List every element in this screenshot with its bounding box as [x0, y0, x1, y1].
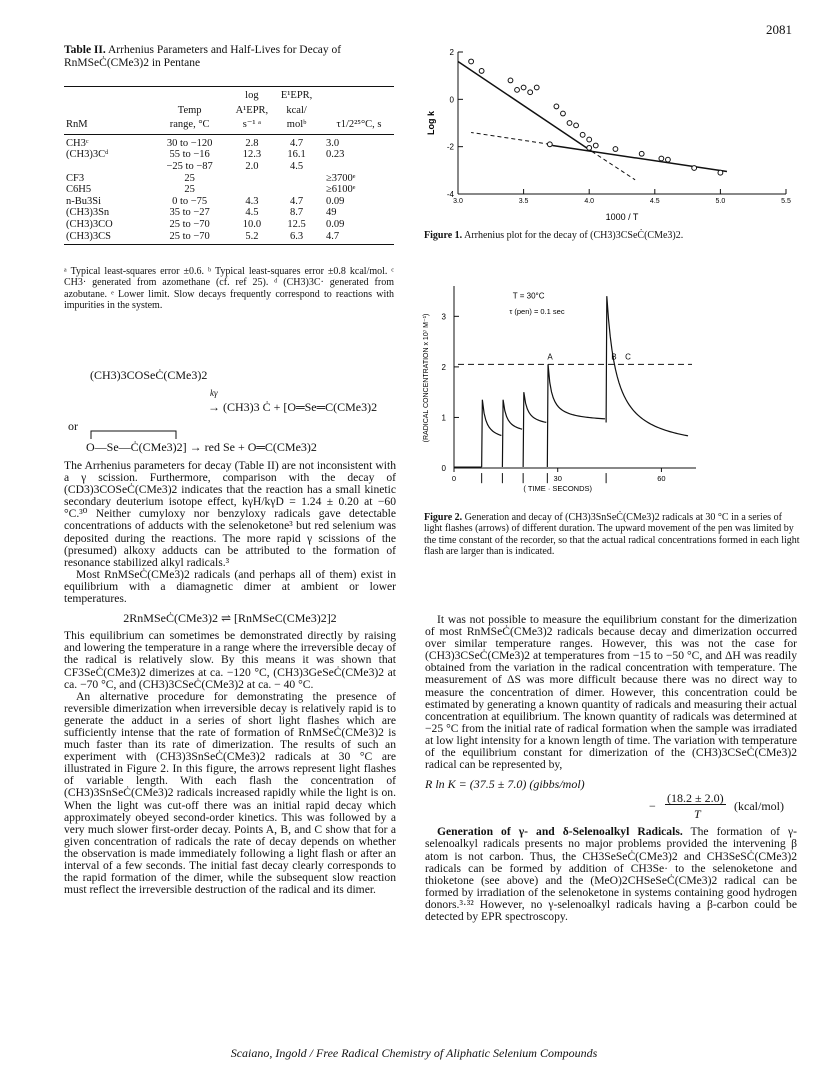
eq-numerator: (18.2 ± 2.0) [667, 791, 724, 806]
table-row [64, 219, 394, 231]
table-cell-rm: (CH3)3CS [64, 231, 151, 245]
table-row [64, 196, 394, 208]
table-cell-rm: (CH3)3CO [66, 218, 113, 230]
header-mol: molᵇ [275, 119, 318, 134]
paragraph-flash-experiment: An alternative procedure for demonstrating the presence of reversible dimerization when irreversible decay is relatively rapid is to generate the adduct in a series of short light flashes which are sufficiently intense that the rate of formation of RnMSeĊ(CMe3)2 is much faster than its rate of dimerization. The results of such an experiment with (CH3)3SnSeĊ(CMe3)2 radicals at 30 °C are illustrated in Figure 2. In this figure, the arrows represent light flashes of variable length. With each flash the concentration of (CH3)3SnSeĊ(CMe3)2 radicals increased rapidly while the light is on. When the light was cut-off there was an initial rapid decay which approximately obeyed second-order kinetics. This was followed by a very much slower first-order decay. Points A, B, and C show that for a given concentration of radicals the rate of decay depends on whether the observation is made immediately following a light flash or after an interval of a few seconds. The initial fast decay clearly corresponds to the rapid formation of the dimer, while the subsequent slow reaction must reflect the irreversible destruction of the radical and its dimer. [64, 689, 396, 897]
table-row [64, 134, 394, 149]
x-tick-label: 3.0 [453, 198, 463, 205]
x-tick-label: 0 [451, 474, 457, 483]
data-point [659, 156, 664, 161]
y-axis-label: Log k [426, 111, 436, 135]
paragraph-equilibrium-constant: It was not possible to measure the equilibrium constant for the dimerization of most RnMSeĊ(CMe3)2 radicals because decay and dimerization occurred over similar temperature ranges. However, this was not the case for (CH3)3CSeĊ(CMe3)2 at temperatures from −15 to −50 °C, and ΔH was readily obtained from the variation in the radical concentration with temperature. The measurement of ΔS was more difficult because there was no direct way to measure the concentration of dimer. However, this concentration could be estimated by generating a known quantity of radicals and measuring their actual concentration at equilibrium. The known quantity of radicals was determined at −25 °C from the initial rate of radical formation when the sample was irradiated at low light intensity for a known length of time. The variation with temperature of the equilibrium constant for dimerization of the (CH3)3CSeĊ(CMe3)2 radical can be represented by, [425, 613, 797, 772]
paragraph-temperature: This equilibrium can sometimes be demonstrated directly by raising and lowering the temperature in a range where the irreversible decay of the radical is relatively slow. By this means it was shown that CF3SeĊ(CMe3)2 dimerizes at ca. −120 °C, (CH3)3GeSeĊ(CMe3)2 at ca. −70 °C, and (CH3)3CSeĊ(CMe3)2 at ca. − 40 °C. [64, 629, 396, 691]
table-cell-tau: ≥3700ᵉ [326, 172, 356, 184]
table-cell-tau: 0.23 [326, 149, 345, 161]
y-tick-label: 2 [449, 48, 454, 57]
data-point [587, 137, 592, 142]
x-tick-label: 4.5 [649, 198, 660, 205]
data-point [580, 132, 585, 137]
y-axis-label: (RADICAL CONCENTRATION x 10⁷ M⁻¹) [423, 313, 430, 443]
table-cell-rm: CF3 [66, 172, 85, 184]
table-caption-text-2: RnMSeĊ(CMe3)2 in Pentane [64, 57, 201, 69]
temperature-label: T = 30°C [512, 291, 545, 301]
equation-rlnk: R ln K = (37.5 ± 7.0) (gibbs/mol) [425, 777, 585, 792]
table-cell-e [275, 173, 318, 185]
x-tick-label: 4.0 [584, 198, 595, 205]
table-row [64, 184, 394, 196]
data-point [574, 123, 579, 128]
flash-trace-2 [502, 400, 522, 467]
x-tick-label: 30 [553, 474, 562, 483]
table-cell-tau: 0.09 [326, 195, 345, 207]
equation-enthalpy: − (18.2 ± 2.0) T (kcal/mol) [649, 791, 784, 822]
table-cell-tau: 0.09 [326, 218, 345, 230]
figure-2-label: Figure 2. [424, 512, 463, 523]
extrapolation-high [592, 151, 635, 179]
scheme-arrow-label: kγ [210, 388, 218, 398]
data-point [521, 85, 526, 90]
fit-line-low-t [552, 145, 726, 171]
y-tick-label: 0 [449, 95, 454, 105]
table-cell-rm: (CH3)3Cᵈ [66, 149, 109, 161]
scheme-product: → (CH3)3 Ċ + [O═Se═C(CMe3)2 [208, 400, 378, 414]
table-cell-rm: C6H5 [66, 184, 92, 196]
x-axis-label: ( TIME · SECONDS) [523, 484, 593, 493]
table-cell-range: 30 to −120 [166, 137, 213, 149]
table-caption [64, 44, 394, 70]
data-point [508, 78, 513, 83]
eq-denominator: T [694, 807, 701, 822]
data-point [587, 145, 592, 150]
table-cell-range: −25 to −87 [166, 160, 213, 172]
data-point [593, 143, 598, 148]
table-cell-range: 25 to −70 [169, 218, 210, 230]
table-row [64, 207, 394, 219]
section-heading-selenoalkyl: Generation of γ- and δ-Selenoalkyl Radicals. [437, 825, 683, 839]
figure-2-caption [424, 512, 800, 558]
table-cell-range: 25 [184, 172, 195, 184]
table-cell-e: 4.7 [290, 195, 304, 207]
header-tau: τ1/2²⁵°C, s [318, 119, 394, 134]
table-cell-logA [229, 184, 276, 196]
eq-unit: (kcal/mol) [734, 799, 784, 814]
y-tick-label: 2 [441, 362, 446, 372]
table-cell-logA: 5.2 [229, 231, 276, 245]
paragraph-selenoalkyl: The formation of γ-selenoalkyl radicals presents no major problems provided the intervening β atom is not carbon. Thus, the CH3SeSeĊ(CMe3)2 and CH3SeSĊ(CMe3)2 radicals can be formed by addition of CH3Se· to the selenoketone and thioketone (see above) and the (MeO)2CHSeSeĊ(CMe3)2 radical can be formed by irradiation of the selenoketone in systems containing good hydrogen donors.³·³² However, no γ-selenoalkyl radicals having a β-carbon could be detected by EPR spectroscopy. [425, 825, 797, 923]
table-cell-e: 12.5 [287, 218, 306, 230]
table-caption-label: Table II. [64, 44, 106, 56]
table-footnotes: ᵃ Typical least-squares error ±0.6. ᵇ Typical least-squares error ±0.8 kcal/mol. ᶜ CH3· generated from azomethane (cf. ref 25). ᵈ (CH3)3C· generated from azobutane. ᵉ Lower limit. Slow decays frequently correspond to reactions with impurities in the system. [64, 266, 394, 312]
figure-1-caption [424, 230, 800, 241]
table-row [64, 231, 394, 245]
right-column-text [425, 614, 797, 923]
table-cell-tau: 3.0 [326, 137, 340, 149]
figure-2-flash-decay-plot [414, 282, 704, 508]
table-cell-range: 25 [184, 184, 195, 196]
table-cell-tau: 4.7 [318, 231, 394, 245]
arrhenius-table [64, 86, 394, 245]
extrapolation-low [471, 132, 550, 144]
fit-line-high-t [458, 61, 592, 151]
y-tick-label: -2 [446, 142, 454, 152]
scheme-alt: O—Se—Ċ(CMe3)2] → red Se + O═C(CMe3)2 [86, 440, 317, 454]
data-point [718, 170, 723, 175]
data-point [561, 111, 566, 116]
x-axis-label: 1000 / T [605, 212, 639, 222]
data-point [515, 87, 520, 92]
paragraph-gamma-scission: The Arrhenius parameters for decay (Table II) are not inconsistent with a γ scission. Furthermore, comparison with the decay of (CD3)3COSeĊ(CMe3)2 indicates that the reaction has a small kinetic secondary deuterium isotope effect, kγH/kγD = 1.24 ± 0.20 at −60 °C.³⁰ Neither cumyloxy nor benzyloxy radicals gave detectable concentrations of adducts with the selenoketone³ but red selenium was deposited during the reactions. The more rapid γ scissions of the (presumed) alkoxy adducts can be attributed to the formation of resonance stabilized alkyl radicals.³ [64, 459, 396, 569]
header-range: range, °C [151, 119, 229, 134]
table-row [64, 149, 394, 161]
table-cell-rm: n-Bu3Si [66, 195, 102, 207]
header-a-unit: s⁻¹ ᵃ [229, 119, 276, 134]
flash-trace-1 [482, 400, 502, 467]
table-cell-e: 16.1 [287, 149, 306, 161]
data-point [639, 151, 644, 156]
x-tick-label: 60 [657, 474, 666, 483]
paragraph-dimer-equilibrium: Most RnMSeĊ(CMe3)2 radicals (and perhaps all of them) exist in equilibrium with a diamagnetic dimer at ambient or lower temperatures. [64, 567, 396, 606]
data-point [469, 59, 474, 64]
y-tick-label: 0 [441, 464, 446, 473]
dimer-equation: 2RnMSeĊ(CMe3)2 ⇌ [RnMSeC(CMe3)2]2 [123, 611, 337, 626]
table-cell-logA [229, 173, 276, 185]
flash-trace-5 [606, 296, 688, 436]
table-cell-rm [64, 161, 151, 173]
table-row [64, 173, 394, 185]
table-cell-logA: 2.8 [245, 137, 259, 149]
table-cell-logA: 2.0 [245, 160, 259, 172]
figure-1-label: Figure 1. [424, 230, 463, 241]
scheme-reactant: (CH3)3COSeĊ(CMe3)2 [90, 368, 208, 382]
table-cell-logA: 10.0 [242, 218, 262, 230]
table-cell-logA: 12.3 [242, 149, 262, 161]
point-label-a: A [547, 352, 553, 362]
table-cell-range: 25 to −70 [151, 231, 229, 245]
header-log: log [229, 87, 276, 105]
flash-trace-3 [523, 392, 546, 467]
table-cell-tau: 49 [326, 207, 337, 219]
data-point [692, 166, 697, 171]
table-cell-e: 4.5 [290, 160, 304, 172]
header-e: E¹EPR, [275, 87, 318, 105]
table-cell-logA: 4.5 [245, 207, 259, 219]
x-tick-label: 5.5 [781, 198, 791, 205]
scheme-or: or [68, 419, 78, 433]
header-temp: Temp [177, 104, 202, 116]
header-kcal: kcal/ [286, 104, 307, 116]
table-cell-e [275, 184, 318, 196]
table-cell-logA: 4.3 [245, 195, 259, 207]
y-tick-label: 3 [441, 312, 446, 322]
table-cell-e: 4.7 [290, 137, 304, 149]
data-point [547, 142, 552, 147]
point-label-c: C [625, 352, 631, 362]
figure-1-caption-text: Arrhenius plot for the decay of (CH3)3CSeĊ(CMe3)2. [462, 230, 684, 241]
data-point [534, 85, 539, 90]
data-point [528, 90, 533, 95]
data-point [666, 157, 671, 162]
y-tick-label: 1 [441, 413, 446, 423]
figure-2-caption-text: Generation and decay of (CH3)3SnSeĊ(CMe3)2 radicals at 30 °C in a series of light flashes (arrows) of different duration. The upward movement of the pen was limited by the time constant of the recorder, so that the actual radical concentrations formed in each light flash are larger than is indicated. [424, 512, 800, 558]
table-cell-e: 6.3 [275, 231, 318, 245]
table-cell-range: 0 to −75 [172, 195, 208, 207]
data-point [613, 147, 618, 152]
figure-1-arrhenius-plot [422, 48, 792, 228]
table-cell-rm: CH3ᶜ [66, 137, 89, 149]
table-cell-tau [318, 161, 394, 173]
table-cell-rm: (CH3)3Sn [66, 207, 110, 219]
y-tick-label: -4 [446, 190, 454, 199]
table-caption-text: Arrhenius Parameters and Half-Lives for Decay of [105, 44, 342, 56]
flash-trace-4 [547, 364, 605, 467]
scheme-ring-bracket [88, 428, 180, 440]
x-tick-label: 5.0 [715, 198, 726, 205]
table-cell-range: 35 to −27 [169, 207, 210, 219]
running-footer: Scaiano, Ingold / Free Radical Chemistry of Aliphatic Selenium Compounds [230, 1046, 598, 1060]
data-point [567, 121, 572, 126]
table-cell-e: 8.7 [290, 207, 304, 219]
pen-time-constant-label: τ (pen) = 0.1 sec [509, 306, 565, 316]
data-point [479, 69, 484, 74]
page-number: 2081 [766, 22, 792, 37]
left-column-text [64, 460, 396, 896]
data-point [554, 104, 559, 109]
header-rm: RnM [64, 119, 151, 134]
point-label-b: B [611, 352, 617, 362]
header-a: A¹EPR, [235, 104, 269, 116]
table-row [64, 161, 394, 173]
table-cell-range: 55 to −16 [169, 149, 210, 161]
x-tick-label: 3.5 [518, 198, 529, 205]
table-cell-tau: ≥6100ᵉ [326, 184, 356, 196]
